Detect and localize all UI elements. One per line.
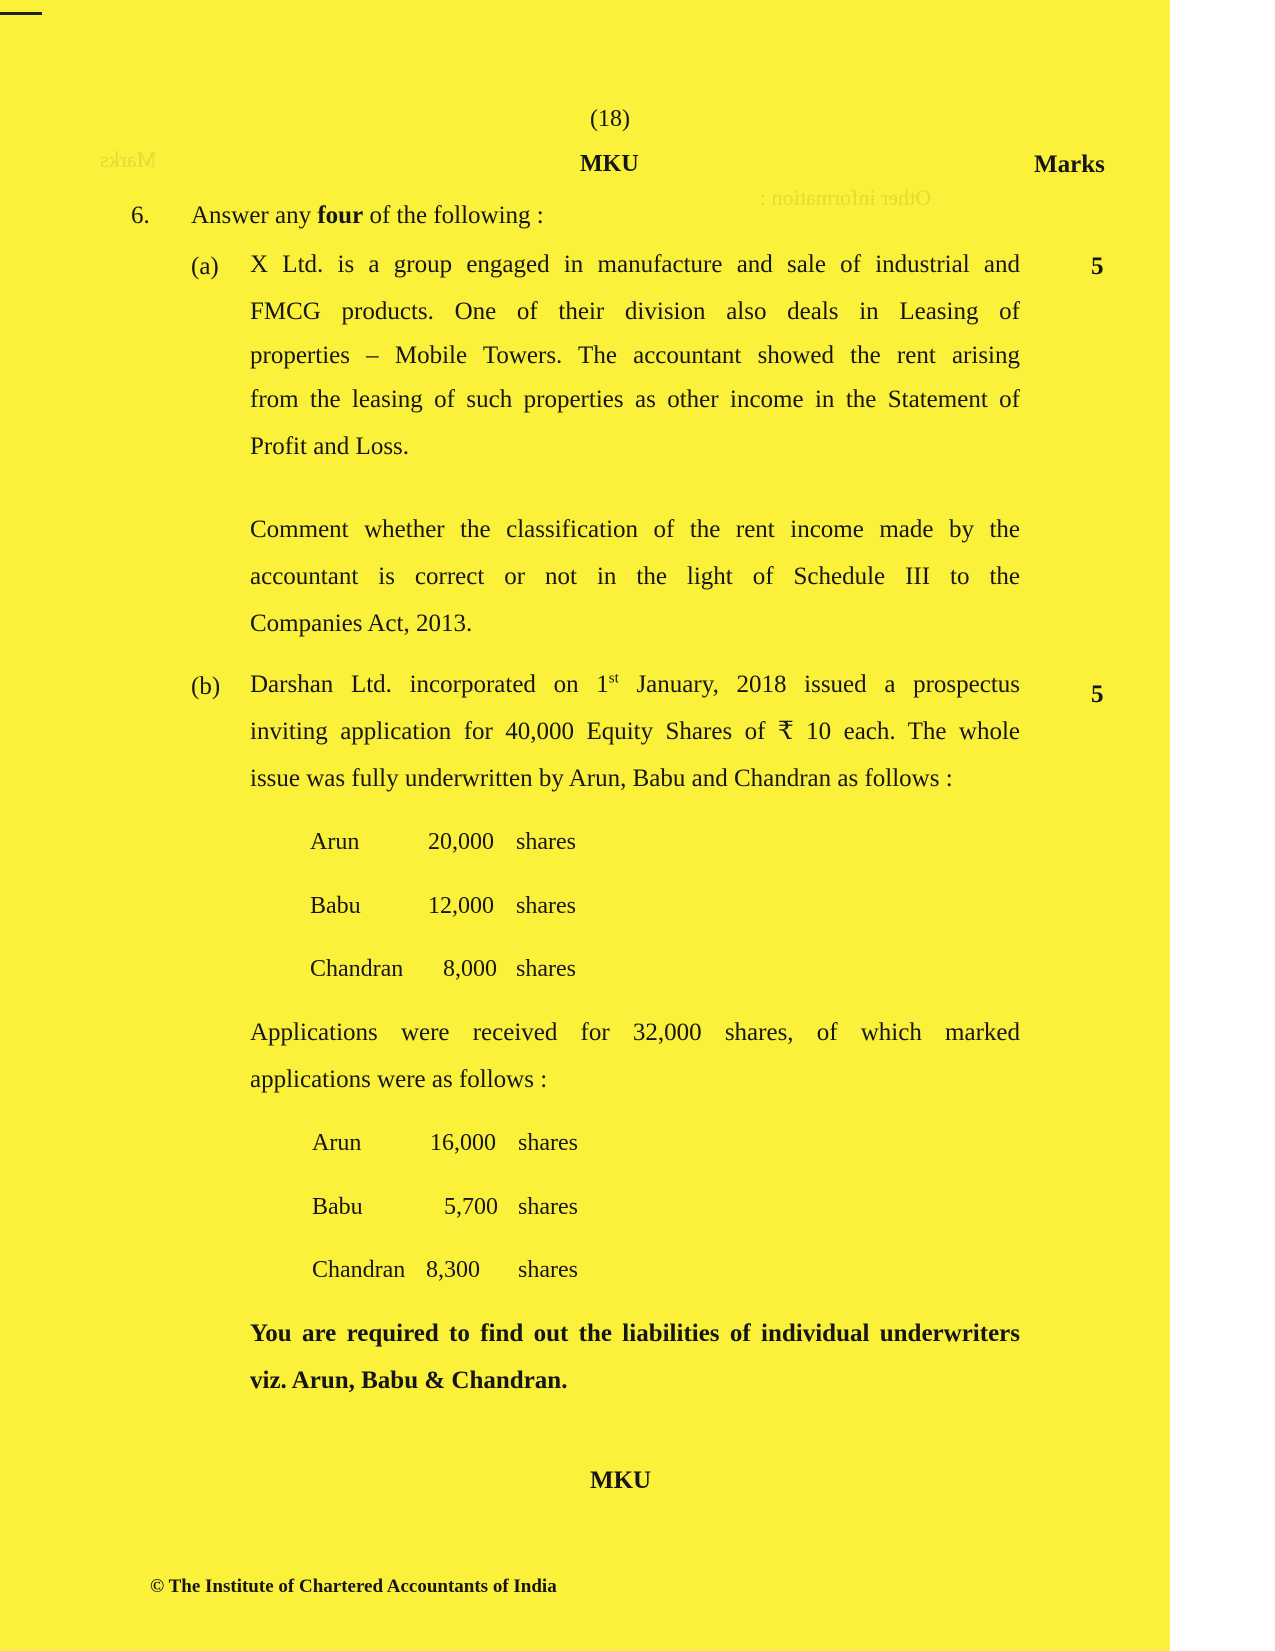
unit-label: shares	[516, 829, 576, 855]
underwriter-name: Chandran	[310, 956, 404, 982]
paper-code-bottom: MKU	[590, 1467, 652, 1494]
text-line: FMCG products. One of their division also deals in Leasing of	[250, 298, 1020, 325]
unit-label: shares	[516, 893, 576, 919]
text-line: from the leasing of such properties as other income in the Statement of	[250, 386, 1020, 413]
required-paragraph	[250, 1310, 1020, 1404]
unit-label: shares	[518, 1257, 578, 1283]
subquestion-a-marks: 5	[1091, 253, 1104, 280]
applicant-name: Arun	[312, 1130, 362, 1156]
applicant-name: Chandran	[312, 1257, 406, 1283]
text-line: X Ltd. is a group engaged in manufacture and sale of industrial and	[250, 251, 1020, 278]
applicant-shares: 5,700	[444, 1194, 498, 1220]
applicant-shares: 16,000	[430, 1130, 496, 1156]
text-line: viz. Arun, Babu & Chandran.	[250, 1367, 568, 1394]
underwriter-shares: 20,000	[428, 829, 494, 855]
corner-mark	[0, 12, 42, 15]
unit-label: shares	[518, 1194, 578, 1220]
applicant-name: Babu	[312, 1194, 363, 1220]
paper-code-top: MKU	[580, 151, 639, 177]
page-number: (18)	[590, 106, 630, 132]
unit-label: shares	[518, 1130, 578, 1156]
subquestion-b-paragraph	[250, 661, 1020, 802]
subquestion-a-label: (a)	[191, 253, 219, 280]
text-line: issue was fully underwritten by Arun, Babu and Chandran as follows :	[250, 765, 953, 792]
text-line: properties – Mobile Towers. The accountant showed the rent arising	[250, 342, 1020, 369]
text-line: Darshan Ltd. incorporated on 1st January, 2018 issued a prospectus	[250, 670, 1020, 698]
text-line: applications were as follows :	[250, 1066, 548, 1093]
underwriter-name: Arun	[310, 829, 360, 855]
unit-label: shares	[516, 956, 576, 982]
underwriter-shares: 8,000	[443, 956, 497, 982]
applications-paragraph	[250, 1009, 1020, 1103]
question-number: 6.	[131, 202, 150, 229]
text-line: Profit and Loss.	[250, 433, 410, 460]
applicant-shares: 8,300	[426, 1257, 480, 1283]
text-line: Applications were received for 32,000 shares, of which marked	[250, 1019, 1020, 1046]
copyright-footer: © The Institute of Chartered Accountants of India	[150, 1576, 557, 1597]
text-line: Companies Act, 2013.	[250, 610, 473, 637]
text-line: inviting application for 40,000 Equity Shares of ₹ 10 each. The whole	[250, 718, 1020, 745]
text-line: You are required to find out the liabilities of individual underwriters	[250, 1320, 1020, 1347]
subquestion-a-paragraph-1	[250, 241, 1020, 470]
show-through-text: Marks	[100, 147, 157, 172]
text-line: Comment whether the classification of the rent income made by the	[250, 516, 1020, 543]
marks-heading: Marks	[1034, 151, 1105, 178]
subquestion-b-label: (b)	[191, 673, 221, 700]
subquestion-b-marks: 5	[1091, 681, 1104, 708]
show-through-text: Other information :	[760, 185, 932, 210]
question-intro: Answer any four of the following :	[191, 202, 544, 229]
underwriter-shares: 12,000	[428, 893, 494, 919]
underwriter-name: Babu	[310, 893, 361, 919]
subquestion-a-paragraph-2	[250, 506, 1020, 647]
text-line: accountant is correct or not in the light of Schedule III to the	[250, 563, 1020, 590]
